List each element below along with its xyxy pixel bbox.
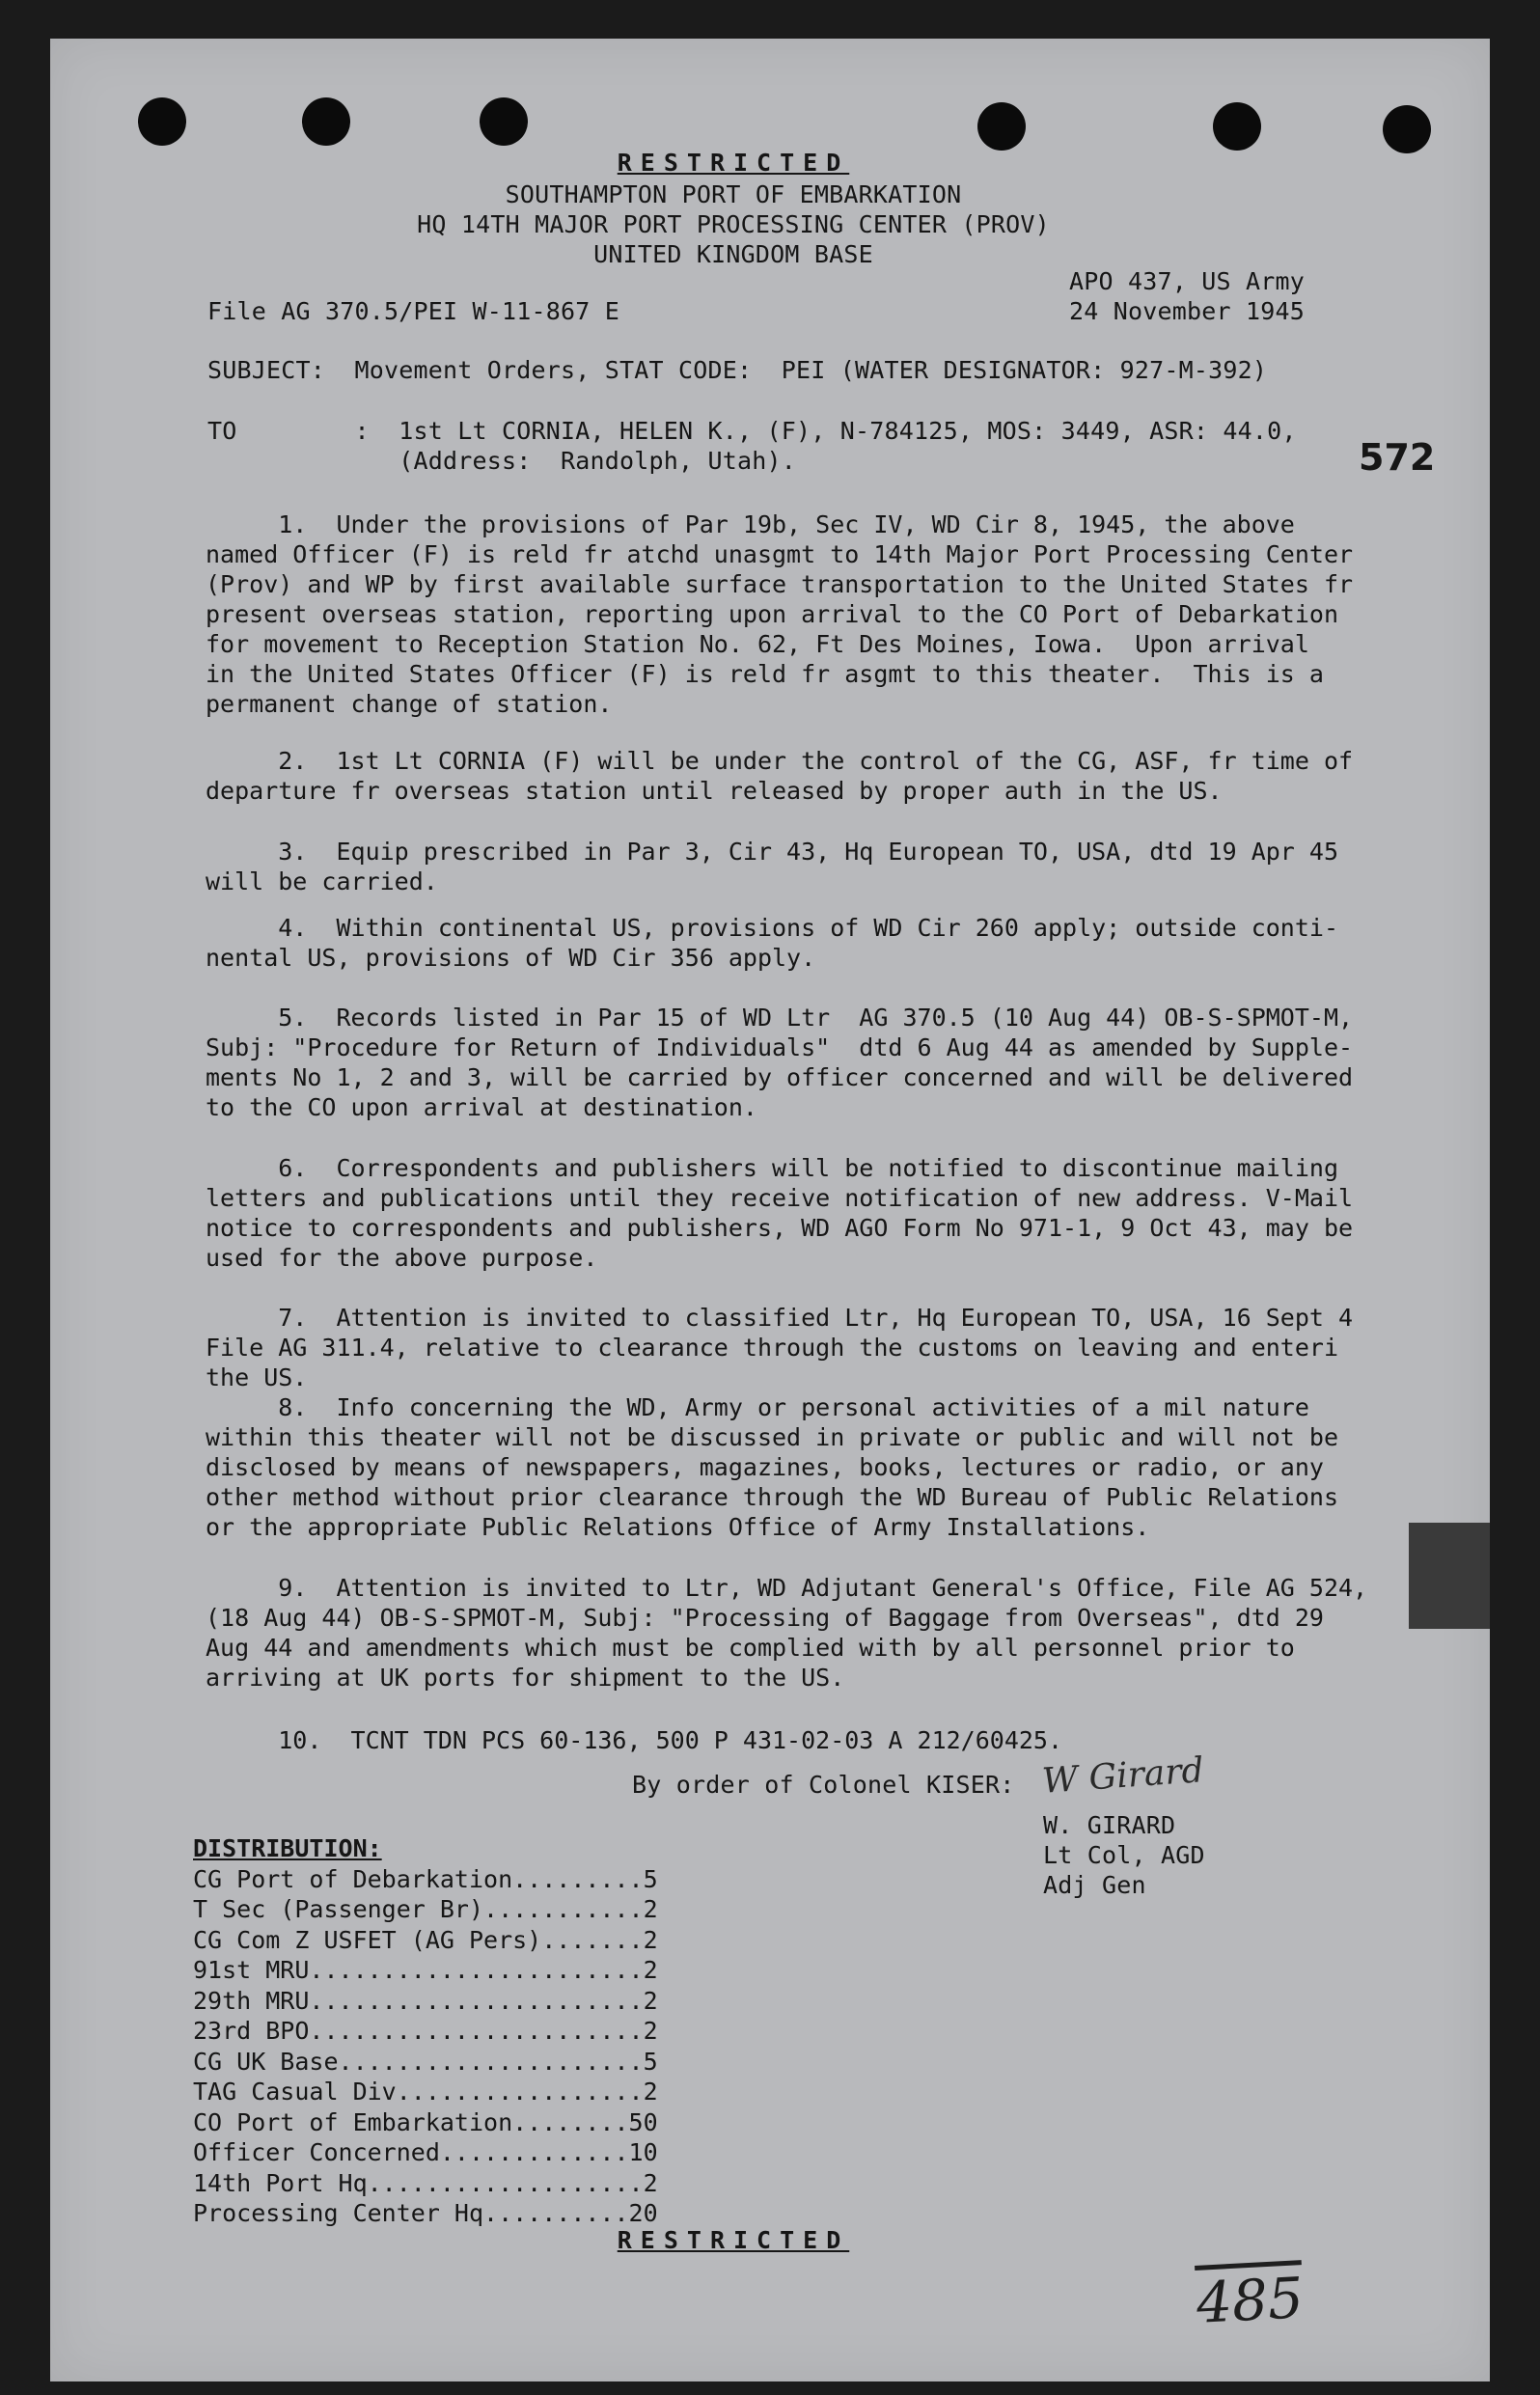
list-item: CO Port of Embarkation........50: [193, 2107, 658, 2136]
to-line-2: (Address: Randolph, Utah).: [207, 447, 797, 475]
apo-line: APO 437, US Army: [1069, 267, 1306, 295]
list-item: 14th Port Hq...................2: [193, 2168, 658, 2197]
edge-tab: [1409, 1523, 1490, 1629]
binder-hole: [1383, 105, 1431, 153]
binder-hole: [138, 97, 186, 146]
list-item: CG Port of Debarkation.........5: [193, 1864, 658, 1893]
paragraph-2: 2. 1st Lt CORNIA (F) will be under the control of the CG, ASF, fr time of departure fr overseas station until released by proper auth in the US.: [206, 747, 1354, 805]
list-item: TAG Casual Div.................2: [193, 2078, 658, 2106]
header-line-3: UNITED KINGDOM BASE: [593, 240, 873, 268]
distribution-list: [193, 1833, 658, 2229]
paragraph-3: 3. Equip prescribed in Par 3, Cir 43, Hq European TO, USA, dtd 19 Apr 45 will be carried.: [206, 838, 1338, 895]
list-item: 91st MRU.......................2: [193, 1956, 658, 1984]
header-line-1: SOUTHAMPTON PORT OF EMBARKATION: [505, 180, 962, 208]
list-item: Processing Center Hq..........20: [193, 2199, 658, 2227]
paragraph-4: 4. Within continental US, provisions of WD Cir 260 apply; outside conti- nental US, provisions of WD Cir 356 apply.: [206, 914, 1338, 972]
paragraph-6: 6. Correspondents and publishers will be notified to discontinue mailing letters and publications until they receive notification of new address. V-Mail notice to correspondents and publishers, WD AGO Form No 971-1, 9 Oct 43, may be used for the above purpose.: [206, 1154, 1354, 1272]
classification-bottom: RESTRICTED: [617, 2226, 850, 2254]
paragraph-7-8: 7. Attention is invited to classified Ltr, Hq European TO, USA, 16 Sept 4 File AG 311.4, relative to clearance through the customs on leaving and enteri the US. 8. Info concerning the WD, Army or personal activities of a mil nature within this theater will not be discussed in private or public and will not be disclosed by means of newspapers, magazines, books, lectures or radio, or any other method without prior clearance through the WD Bureau of Public Relations or the appropriate Public Relations Office of Army Installations.: [206, 1304, 1354, 1541]
paragraph-10: 10. TCNT TDN PCS 60-136, 500 P 431-02-03 A 212/60425.: [206, 1726, 1063, 1754]
binder-hole: [302, 97, 350, 146]
signer-name: W. GIRARD: [1043, 1811, 1176, 1839]
paragraph-5: 5. Records listed in Par 15 of WD Ltr AG 370.5 (10 Aug 44) OB-S-SPMOT-M, Subj: "Procedure for Return of Individuals" dtd 6 Aug 44 as amended by Supple- ments No 1, 2 and 3, will be carried by officer concerned and will be delivered to the CO upon arrival at destination.: [206, 1004, 1354, 1121]
list-item: 29th MRU.......................2: [193, 1986, 658, 2015]
paragraph-1: 1. Under the provisions of Par 19b, Sec IV, WD Cir 8, 1945, the above named Officer (F) is reld fr atchd unasgmt to 14th Major Port Processing Center (Prov) and WP by first available surface transportation to the United States fr present overseas station, reporting upon arrival to the CO Port of Debarkation for movement to Reception Station No. 62, Ft Des Moines, Iowa. Upon arrival in the United States Officer (F) is reld fr asgmt to this theater. This is a permanent change of station.: [206, 510, 1354, 718]
paragraph-9: 9. Attention is invited to Ltr, WD Adjutant General's Office, File AG 524, (18 Aug 44) OB-S-SPMOT-M, Subj: "Processing of Baggage from Overseas", dtd 29 Aug 44 and amendments which must be complied with by all personnel prior to arriving at UK ports for shipment to the US.: [206, 1574, 1368, 1692]
binder-hole: [480, 97, 528, 146]
subject-line: SUBJECT: Movement Orders, STAT CODE: PEI (WATER DESIGNATOR: 927-M-392): [207, 356, 1268, 384]
binder-hole: [977, 102, 1026, 151]
header-line-2: HQ 14TH MAJOR PORT PROCESSING CENTER (PROV): [417, 210, 1050, 238]
classification-top: RESTRICTED: [617, 149, 850, 177]
by-order-line: By order of Colonel KISER:: [632, 1771, 1015, 1799]
list-item: T Sec (Passenger Br)...........2: [193, 1895, 658, 1923]
distribution-heading: DISTRIBUTION:: [193, 1834, 382, 1862]
list-item: CG UK Base.....................5: [193, 2047, 658, 2076]
signer-title: Adj Gen: [1043, 1871, 1146, 1899]
list-item: Officer Concerned.............10: [193, 2138, 658, 2166]
signer-rank: Lt Col, AGD: [1043, 1841, 1205, 1869]
date-line: 24 November 1945: [1069, 297, 1306, 325]
file-line: File AG 370.5/PEI W-11-867 E: [207, 297, 620, 325]
list-item: 23rd BPO.......................2: [193, 2017, 658, 2045]
handwritten-signature: W Girard: [1040, 1750, 1205, 1802]
binder-hole: [1213, 102, 1261, 151]
list-item: CG Com Z USFET (AG Pers).......2: [193, 1925, 658, 1954]
stamp-number: 572: [1359, 436, 1436, 479]
handwritten-page-number: 485: [1195, 2265, 1306, 2336]
to-line-1: TO : 1st Lt CORNIA, HELEN K., (F), N-784125, MOS: 3449, ASR: 44.0,: [207, 417, 1297, 445]
